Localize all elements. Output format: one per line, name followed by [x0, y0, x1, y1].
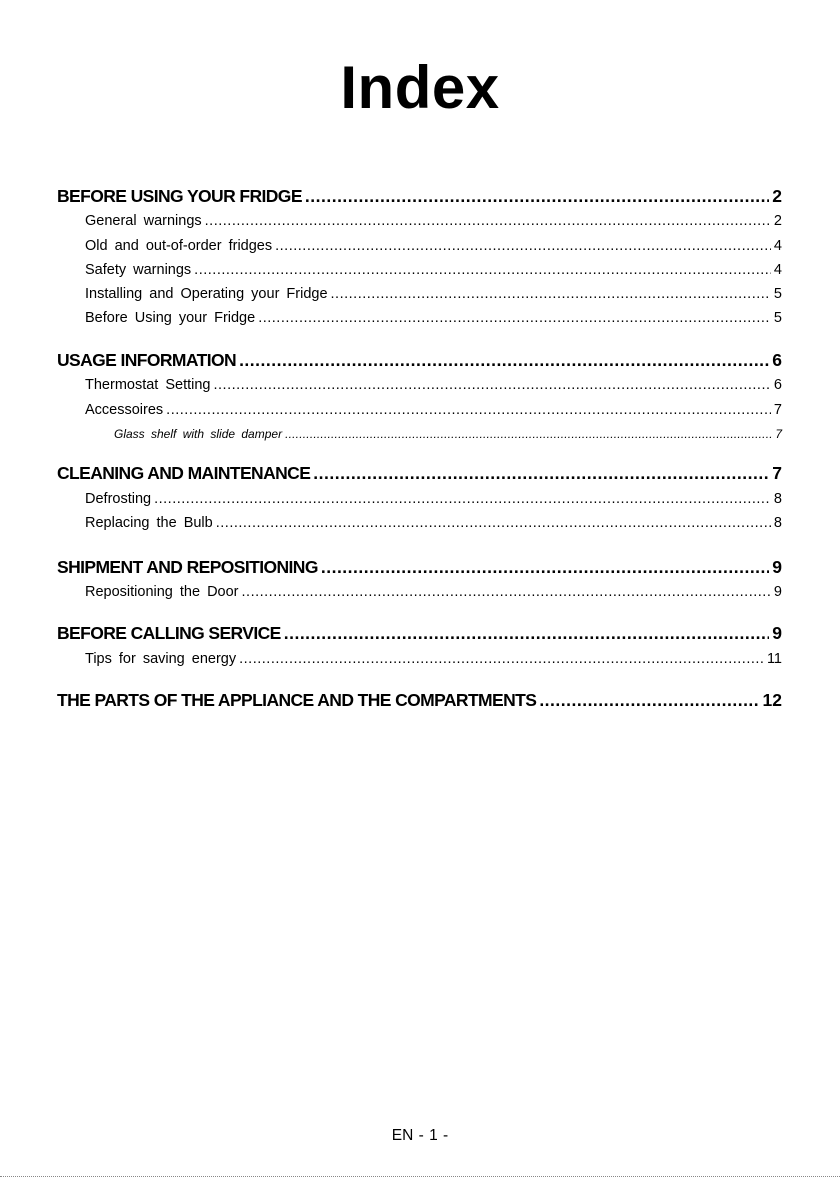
toc-item-label: Glass shelf with slide damper — [114, 427, 283, 441]
dot-leader — [194, 262, 771, 278]
toc-item-label: Tips for saving energy — [85, 651, 237, 667]
toc-page-number: 5 — [773, 310, 782, 326]
toc-page-number: 5 — [773, 286, 782, 302]
dot-leader — [239, 651, 764, 667]
dot-leader — [166, 402, 771, 418]
dot-leader — [214, 377, 771, 393]
toc-item-general-warnings[interactable] — [85, 213, 782, 231]
toc-section-label: SHIPMENT AND REPOSITIONING — [57, 557, 318, 577]
table-of-contents — [57, 0, 782, 1180]
toc-item-label: Installing and Operating your Fridge — [85, 286, 328, 302]
toc-item-label: General warnings — [85, 213, 202, 229]
dot-leader — [539, 690, 759, 711]
toc-item-label: Accessoires — [85, 402, 164, 418]
toc-item-before-using-fridge[interactable] — [85, 310, 782, 328]
toc-page-number: 6 — [772, 350, 782, 370]
toc-item-label: Before Using your Fridge — [85, 310, 256, 326]
toc-page-number: 8 — [773, 491, 782, 507]
dot-leader — [331, 286, 771, 302]
dot-leader — [154, 491, 771, 507]
toc-item-saving-energy[interactable] — [85, 651, 782, 669]
toc-page-number: 7 — [772, 463, 782, 483]
toc-item-label: Thermostat Setting — [85, 377, 211, 393]
toc-page-number: 11 — [766, 651, 782, 667]
toc-page-number: 2 — [773, 213, 782, 229]
page-title: Index — [340, 54, 500, 121]
bottom-dotted-rule — [0, 1176, 840, 1177]
toc-page-number: 12 — [762, 690, 782, 710]
toc-page-number: 9 — [772, 623, 782, 643]
dot-leader — [205, 213, 771, 229]
toc-section-label: BEFORE CALLING SERVICE — [57, 623, 281, 643]
dot-leader — [239, 350, 769, 371]
toc-section-label: CLEANING AND MAINTENANCE — [57, 463, 311, 483]
dot-leader — [305, 186, 769, 207]
dot-leader — [242, 584, 771, 600]
toc-section-shipment[interactable] — [57, 557, 782, 579]
toc-page-number: 9 — [772, 557, 782, 577]
toc-page-number: 7 — [775, 427, 782, 441]
toc-item-safety-warnings[interactable] — [85, 262, 782, 280]
toc-item-label: Repositioning the Door — [85, 584, 239, 600]
toc-item-label: Safety warnings — [85, 262, 192, 278]
toc-section-before-using[interactable] — [57, 186, 782, 208]
toc-section-label: BEFORE USING YOUR FRIDGE — [57, 186, 302, 206]
toc-section-parts-compartments[interactable] — [57, 690, 782, 712]
toc-item-repositioning-door[interactable] — [85, 584, 782, 602]
toc-section-label: THE PARTS OF THE APPLIANCE AND THE COMPARTMENTS — [57, 690, 537, 710]
toc-page-number: 6 — [773, 377, 782, 393]
toc-item-replacing-bulb[interactable] — [85, 515, 782, 533]
dot-leader — [313, 463, 769, 484]
toc-section-calling-service[interactable] — [57, 623, 782, 645]
toc-page-number: 4 — [773, 262, 782, 278]
toc-page-number: 4 — [773, 238, 782, 254]
dot-leader — [285, 427, 772, 441]
dot-leader — [284, 623, 770, 644]
toc-section-cleaning[interactable] — [57, 463, 782, 485]
toc-page-number: 2 — [772, 186, 782, 206]
toc-page-number: 8 — [773, 515, 782, 531]
toc-subitem-glass-shelf[interactable] — [114, 427, 782, 442]
dot-leader — [275, 238, 771, 254]
toc-item-accessoires[interactable] — [85, 402, 782, 420]
toc-item-label: Old and out-of-order fridges — [85, 238, 273, 254]
toc-item-thermostat-setting[interactable] — [85, 377, 782, 395]
toc-item-label: Replacing the Bulb — [85, 515, 213, 531]
toc-item-label: Defrosting — [85, 491, 152, 507]
toc-item-defrosting[interactable] — [85, 491, 782, 509]
toc-section-label: USAGE INFORMATION — [57, 350, 237, 370]
toc-page-number: 7 — [773, 402, 782, 418]
toc-item-old-fridges[interactable] — [85, 238, 782, 256]
dot-leader — [258, 310, 771, 326]
page-footer: EN - 1 - — [391, 1127, 449, 1144]
toc-section-usage-information[interactable] — [57, 350, 782, 372]
toc-page-number: 9 — [773, 584, 782, 600]
toc-item-installing[interactable] — [85, 286, 782, 304]
dot-leader — [321, 557, 769, 578]
dot-leader — [216, 515, 771, 531]
